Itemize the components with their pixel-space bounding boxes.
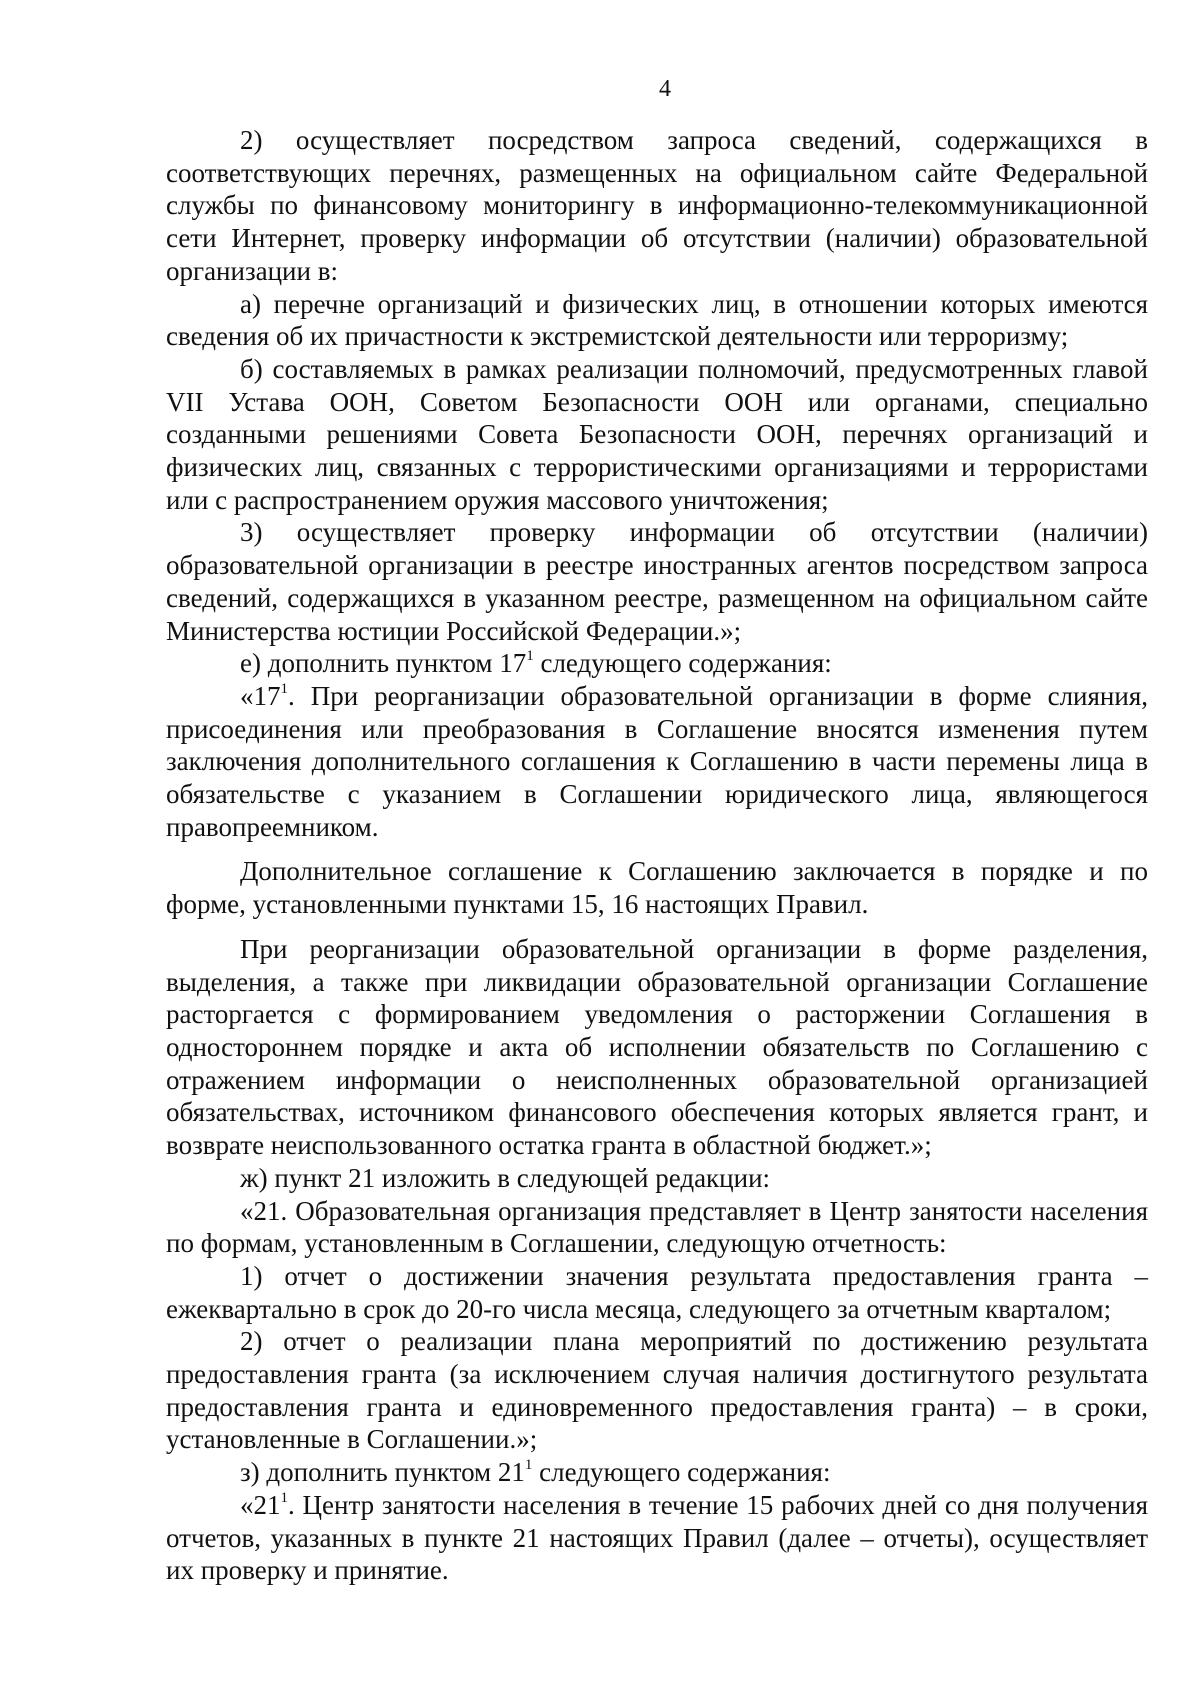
paragraph-text: следующего содержания: <box>533 648 832 679</box>
paragraph-text: . Центр занятости населения в течение 15 рабочих дней со дня получения отчетов, указанных в пункте 21 настоящих Правил (далее – отчеты), осуществляет их проверку и принятие. <box>166 1489 1148 1586</box>
paragraph-text: «17 <box>240 680 281 711</box>
paragraph: 3) осуществляет проверку информации об отсутствии (наличии) образовательной организации в реестре иностранных агентов посредством запроса сведений, содержащихся в указанном реестре, размещенном на официальном сайте Министерства юстиции Российской Федерации.»; <box>166 517 1148 646</box>
paragraph: 1) отчет о достижении значения результата предоставления гранта – ежеквартально в срок до 20-го числа месяца, следующего за отчетным кварталом; <box>166 1260 1148 1324</box>
paragraph-text: следующего содержания: <box>532 1457 831 1488</box>
paragraph <box>166 680 1148 844</box>
page-number: 4 <box>659 76 671 102</box>
paragraph: «21. Образовательная организация представляет в Центр занятости населения по формам, установленным в Соглашении, следующую отчетность: <box>166 1195 1148 1259</box>
paragraph <box>166 1489 1148 1587</box>
paragraph: 2) осуществляет посредством запроса сведений, содержащихся в соответствующих перечнях, размещенных на официальном сайте Федеральной службы по финансовому мониторингу в информационно-телекоммуникационной сети Интернет, проверку информации об отсутствии (наличии) образовательной организации в: <box>166 125 1148 286</box>
paragraph-text: з) дополнить пунктом 21 <box>240 1457 525 1488</box>
paragraph: ж) пункт 21 изложить в следующей редакции: <box>240 1162 771 1193</box>
superscript: 1 <box>280 680 288 697</box>
paragraph-text: . При реорганизации образовательной организации в форме слияния, присоединения или преобразования в Соглашение вносятся изменения путем заключения дополнительного соглашения к Соглашению в части перемены лица в обязательстве с указанием в Соглашении юридического лица, являющегося правопреемником. <box>166 680 1148 842</box>
paragraph: Дополнительное соглашение к Соглашению заключается в порядке и по форме, установленными пунктами 15, 16 настоящих Правил. <box>166 856 1148 920</box>
paragraph <box>166 647 1148 680</box>
paragraph-text: е) дополнить пунктом 17 <box>240 648 527 679</box>
superscript: 1 <box>280 1489 288 1506</box>
paragraph: б) составляемых в рамках реализации полномочий, предусмотренных главой VII Устава ООН, Советом Безопасности ООН или органами, специально созданными решениями Совета Безопасности ООН, перечнях организаций и физических лиц, связанных с террористическими организациями и террористами или с распространением оружия массового уничтожения; <box>166 353 1148 515</box>
paragraph-text: «21 <box>240 1489 281 1520</box>
superscript: 1 <box>526 648 534 665</box>
document-body <box>166 124 1148 1587</box>
paragraph <box>166 1456 1148 1489</box>
paragraph: При реорганизации образовательной организации в форме разделения, выделения, а также при ликвидации образовательной организации Соглашение расторгается с формированием уведомления о расторжении Соглашения в одностороннем порядке и акта об исполнении обязательств по Соглашению с отражением информации о неисполненных образовательной организацией обязательствах, источником финансового обеспечения которых является грант, и возврате неиспользованного остатка гранта в областной бюджет.»; <box>166 933 1148 1161</box>
paragraph: 2) отчет о реализации плана мероприятий по достижению результата предоставления гранта (за исключением случая наличия достигнутого результата предоставления гранта и единовременного предоставления гранта) – в сроки, установленные в Соглашении.»; <box>166 1326 1148 1455</box>
superscript: 1 <box>524 1457 533 1474</box>
paragraph: а) перечне организаций и физических лиц, в отношении которых имеются сведения об их причастности к экстремистской деятельности или терроризму; <box>166 288 1148 352</box>
